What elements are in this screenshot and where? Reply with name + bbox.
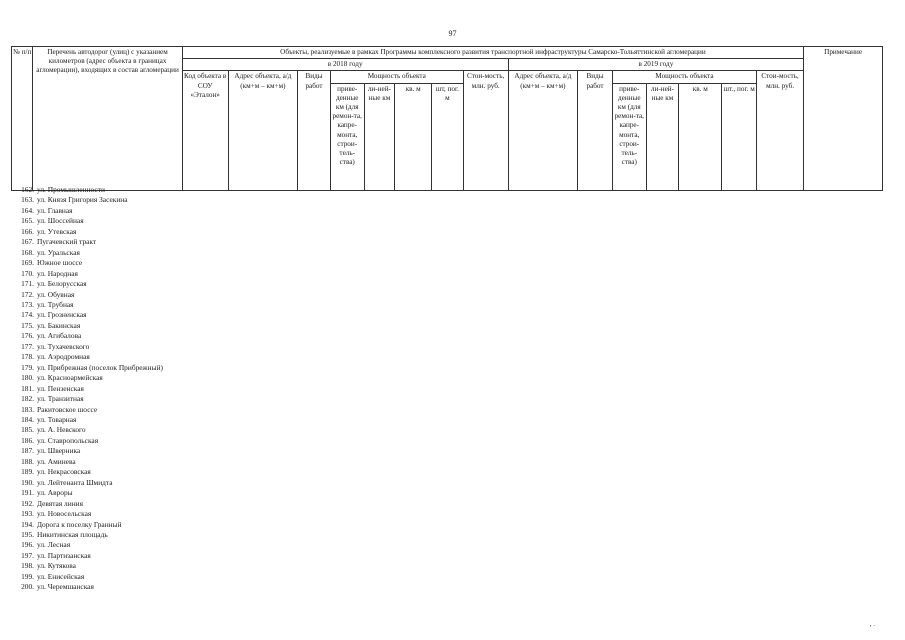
list-item-road-name: ул. Главная — [37, 205, 73, 215]
list-item-road-name: ул. Тухачевского — [37, 341, 90, 351]
list-item — [11, 530, 331, 540]
list-item-number: 198. — [21, 561, 34, 571]
list-item — [11, 457, 331, 467]
header-work-types-2019: Виды работ — [578, 71, 613, 190]
header-cost-2019: Стои-мость, млн. руб. — [757, 71, 804, 190]
list-item-road-name: ул. Народная — [37, 268, 78, 278]
list-item-number: 165. — [21, 216, 34, 226]
header-cost-2018: Стои-мость, млн. руб. — [463, 71, 508, 190]
header-address-2018: Адрес объекта, а/д (км+м – км+м) — [228, 71, 298, 190]
list-item — [11, 363, 331, 373]
list-item — [11, 384, 331, 394]
list-item-road-name: Ракитовское шоссе — [37, 404, 98, 414]
list-item-road-name: ул. Шоссейная — [37, 216, 84, 226]
list-item — [11, 582, 331, 592]
list-item-road-name: ул. Уральская — [37, 247, 80, 257]
list-item-number: 193. — [21, 509, 34, 519]
list-item — [11, 425, 331, 435]
list-item-number: 163. — [21, 195, 34, 205]
list-item — [11, 342, 331, 352]
list-item-road-name: ул. Ставропольская — [37, 435, 99, 445]
list-item-road-name: ул. Обувная — [37, 289, 75, 299]
header-objects: Объекты, реализуемые в рамках Программы комплексного развития транспортной инфраструктуры Самарско-Тольяттинской агломерации — [182, 47, 803, 59]
list-item-number: 162. — [21, 185, 34, 194]
list-item-road-name: Девятая линия — [37, 498, 84, 508]
list-item-number: 168. — [21, 247, 34, 257]
list-item — [11, 415, 331, 425]
list-item — [11, 551, 331, 561]
list-item-number: 191. — [21, 488, 34, 498]
list-item-road-name: ул. Шверника — [37, 446, 81, 456]
list-item — [11, 248, 331, 258]
list-item-number: 190. — [21, 477, 34, 487]
list-item — [11, 206, 331, 216]
list-item-number: 189. — [21, 467, 34, 477]
list-item-road-name: Южное шоссе — [37, 258, 83, 268]
list-item — [11, 467, 331, 477]
list-item-road-name: ул. Лесная — [37, 540, 71, 550]
header-code: Код объекта в СОУ «Эталон» — [182, 71, 228, 190]
list-item-road-name: ул. Бакинская — [37, 320, 81, 330]
list-item — [11, 279, 331, 289]
list-item — [11, 572, 331, 582]
list-item — [11, 227, 331, 237]
list-item-number: 199. — [21, 571, 34, 581]
list-item — [11, 509, 331, 519]
list-item — [11, 394, 331, 404]
list-item — [11, 310, 331, 320]
list-item-road-name: ул. Кутякова — [37, 561, 76, 571]
list-item-number: 167. — [21, 237, 34, 247]
header-sq-m-2018: кв. м — [395, 83, 432, 190]
list-item-number: 180. — [21, 373, 34, 383]
list-item-number: 166. — [21, 226, 34, 236]
list-item-number: 182. — [21, 394, 34, 404]
list-item-road-name: ул. Товарная — [37, 414, 77, 424]
header-sq-m-2019: кв. м — [679, 83, 722, 190]
header-linear-km-2018: ли-ней-ные км — [364, 83, 395, 190]
list-item-road-name: ул. Промышленности — [37, 185, 105, 194]
list-item — [11, 446, 331, 456]
list-item — [11, 488, 331, 498]
header-address-2019: Адрес объекта, а/д (км+м – км+м) — [508, 71, 578, 190]
list-item — [11, 258, 331, 268]
list-item-number: 195. — [21, 529, 34, 539]
header-reduced-km-2018: приве-денные км (для ремон-та, капре-монта, строи-тель-ства) — [330, 83, 364, 190]
list-item-road-name: ул. Енисейская — [37, 571, 85, 581]
header-linear-km-2019: ли-ней-ные км — [646, 83, 679, 190]
list-item-number: 174. — [21, 310, 34, 320]
list-item — [11, 195, 331, 205]
list-item-number: 184. — [21, 414, 34, 424]
list-item — [11, 290, 331, 300]
header-year-2018: в 2018 году — [182, 59, 508, 71]
list-item-road-name: ул. Партизанская — [37, 550, 91, 560]
header-year-2019: в 2019 году — [508, 59, 804, 71]
list-item — [11, 436, 331, 446]
header-capacity-2019: Мощность объекта — [612, 71, 756, 83]
header-num: № п/п — [12, 47, 33, 191]
list-item-number: 187. — [21, 446, 34, 456]
list-item-road-name: ул. Утевская — [37, 226, 77, 236]
list-item-road-name: ул. Транзитная — [37, 394, 84, 404]
list-item-road-name: ул. Аэродромная — [37, 352, 90, 362]
list-item-road-name: ул. А. Невского — [37, 425, 86, 435]
header-table — [11, 46, 883, 191]
header-pcs-2018: шт, пог. м — [432, 83, 464, 190]
list-item-road-name: ул. Новосельская — [37, 509, 92, 519]
list-item-road-name: ул. Аминева — [37, 456, 76, 466]
list-item — [11, 185, 331, 195]
header-capacity-2018: Мощность объекта — [330, 71, 463, 83]
list-item-number: 170. — [21, 268, 34, 278]
list-item-road-name: ул. Прибрежная (поселок Прибрежный) — [37, 362, 164, 372]
list-item-number: 200. — [21, 582, 34, 592]
list-item-number: 164. — [21, 205, 34, 215]
list-item-road-name: ул. Грозненская — [37, 310, 87, 320]
list-item-road-name: ул. Белорусская — [37, 279, 87, 289]
list-item — [11, 237, 331, 247]
header-work-types-2018: Виды работ — [298, 71, 331, 190]
list-item-number: 186. — [21, 435, 34, 445]
header-pcs-2019: шт., пог. м — [722, 83, 757, 190]
list-item-road-name: ул. Трубная — [37, 299, 74, 309]
header-note: Примечание — [804, 47, 883, 191]
list-item-number: 171. — [21, 279, 34, 289]
scan-marks: , . — [869, 620, 875, 628]
list-item — [11, 499, 331, 509]
list-item-number: 197. — [21, 550, 34, 560]
list-item-road-name: ул. Некрасовская — [37, 467, 91, 477]
list-item-road-name: ул. Пензенская — [37, 383, 84, 393]
list-item-road-name: ул. Авроры — [37, 488, 73, 498]
list-item-number: 192. — [21, 498, 34, 508]
list-item-number: 188. — [21, 456, 34, 466]
list-item-road-name: ул. Лейтенанта Шмидта — [37, 477, 113, 487]
list-item-number: 194. — [21, 519, 34, 529]
list-item-number: 177. — [21, 341, 34, 351]
list-item-road-name: ул. Красноармейская — [37, 373, 103, 383]
list-item-number: 181. — [21, 383, 34, 393]
list-item-number: 173. — [21, 299, 34, 309]
header-reduced-km-2019: приве-денные км (для ремон-та, капре-монта, строи-тель-ства) — [612, 83, 646, 190]
header-road-list: Перечень автодорог (улиц) с указанием километров (адрес объекта в границах агломерации), входящих в состав агломерации — [33, 47, 182, 191]
list-item-road-name: ул. Агибалова — [37, 331, 82, 341]
list-item-number: 175. — [21, 320, 34, 330]
list-item-road-name: ул. Черемшанская — [37, 582, 94, 592]
list-item-road-name: Дорога к поселку Гранный — [37, 519, 122, 529]
page-number: 97 — [448, 29, 457, 38]
list-item-road-name: Пугачевский тракт — [37, 237, 97, 247]
list-item-number: 196. — [21, 540, 34, 550]
list-item-number: 172. — [21, 289, 34, 299]
list-item — [11, 405, 331, 415]
list-item-number: 183. — [21, 404, 34, 414]
list-item-number: 179. — [21, 362, 34, 372]
list-item-number: 169. — [21, 258, 34, 268]
list-item-number: 178. — [21, 352, 34, 362]
list-item — [11, 540, 331, 550]
list-item — [11, 269, 331, 279]
list-item-number: 185. — [21, 425, 34, 435]
list-item — [11, 373, 331, 383]
list-item — [11, 478, 331, 488]
list-item — [11, 300, 331, 310]
list-item — [11, 352, 331, 362]
list-item — [11, 331, 331, 341]
list-item — [11, 216, 331, 226]
list-item-road-name: Никитинская площадь — [37, 529, 108, 539]
list-item-road-name: ул. Князя Григория Засекина — [37, 195, 128, 205]
list-item — [11, 520, 331, 530]
list-item-number: 176. — [21, 331, 34, 341]
list-item — [11, 321, 331, 331]
list-item — [11, 561, 331, 571]
road-list — [11, 185, 331, 593]
